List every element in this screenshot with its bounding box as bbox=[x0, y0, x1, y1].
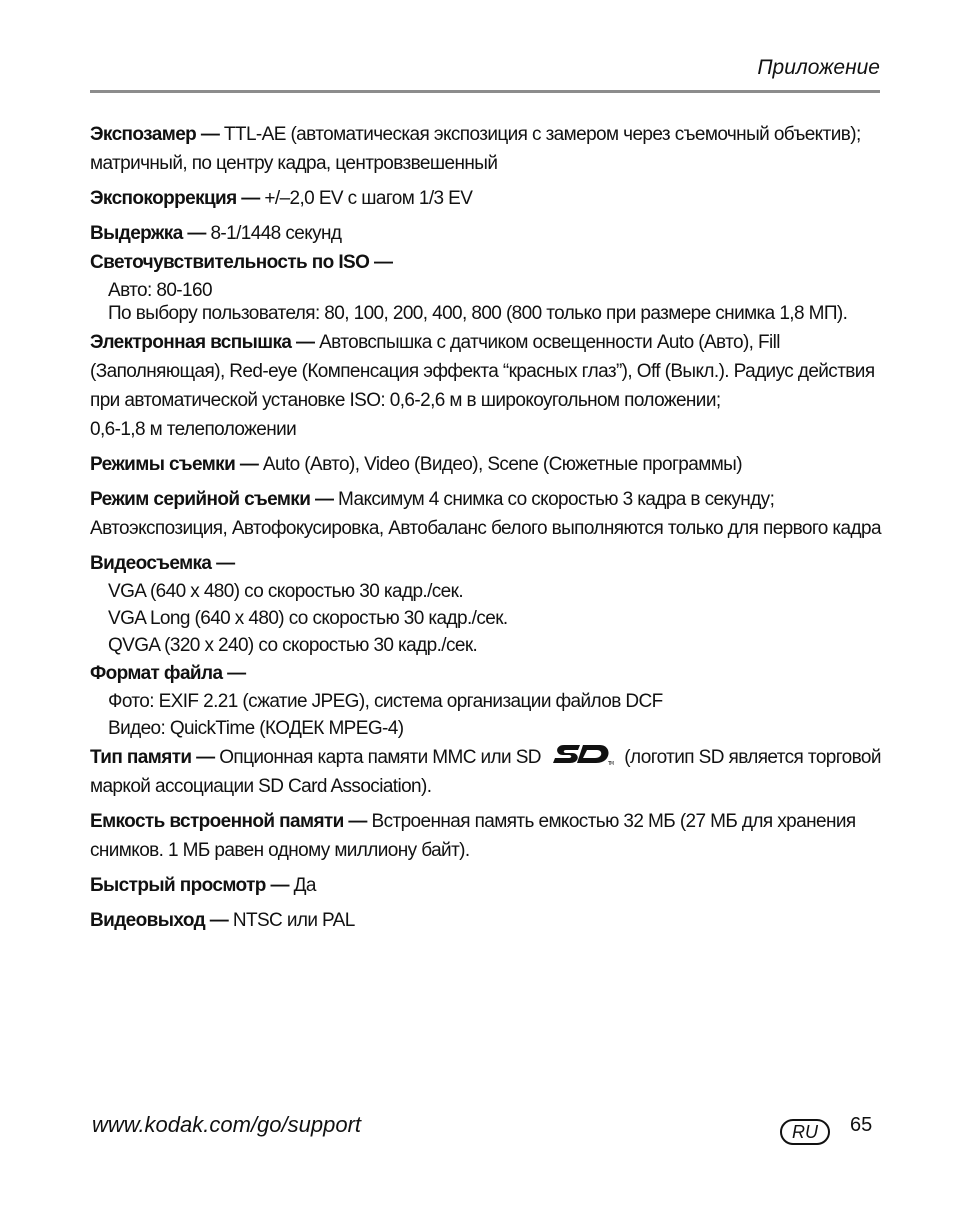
spec-shutter bbox=[90, 219, 885, 248]
list-item: VGA (640 x 480) со скоростью 30 кадр./сек. bbox=[108, 581, 464, 602]
spec-iso bbox=[90, 248, 885, 277]
spec-term: Светочувствительность по ISO — bbox=[90, 252, 393, 273]
spec-video-list bbox=[108, 578, 885, 659]
spec-term: Видеосъемка — bbox=[90, 553, 235, 574]
spec-file-format-list bbox=[108, 688, 885, 742]
spec-file-format bbox=[90, 659, 885, 688]
list-item: QVGA (320 x 240) со скоростью 30 кадр./сек. bbox=[108, 635, 478, 656]
specs-content bbox=[90, 120, 885, 941]
spec-text: Встроенная память емкостью 32 МБ (27 МБ для хранения снимков. 1 МБ равен одному миллиону байт). bbox=[90, 811, 856, 861]
spec-term: Режимы съемки — bbox=[90, 454, 259, 475]
spec-text: Максимум 4 снимка со скоростью 3 кадра в секунду; Автоэкспозиция, Автофокусировка, Автобаланс белого выполняются только для первого кадра bbox=[90, 489, 881, 539]
spec-burst bbox=[90, 485, 885, 543]
spec-exposure-comp bbox=[90, 184, 885, 213]
spec-term: Экспокоррекция — bbox=[90, 188, 260, 209]
spec-exposure bbox=[90, 120, 885, 178]
spec-quickview bbox=[90, 871, 885, 900]
spec-term: Электронная вспышка — bbox=[90, 332, 315, 353]
spec-text: 8-1/1448 секунд bbox=[205, 223, 342, 244]
spec-term: Тип памяти — bbox=[90, 747, 215, 768]
spec-internal-memory bbox=[90, 807, 885, 865]
spec-videoout bbox=[90, 906, 885, 935]
list-item: Фото: EXIF 2.21 (сжатие JPEG), система организации файлов DCF bbox=[108, 691, 663, 712]
spec-modes bbox=[90, 450, 885, 479]
spec-term: Формат файла — bbox=[90, 663, 246, 684]
spec-text: Опционная карта памяти MMC или SD bbox=[214, 747, 541, 768]
spec-term: Режим серийной съемки — bbox=[90, 489, 334, 510]
spec-text: NTSC или PAL bbox=[228, 910, 355, 931]
spec-flash-tele: 0,6-1,8 м телеположении bbox=[90, 419, 297, 440]
list-item: VGA Long (640 x 480) со скоростью 30 кадр./сек. bbox=[108, 608, 508, 629]
list-item: По выбору пользователя: 80, 100, 200, 400, 800 (800 только при размере снимка 1,8 МП). bbox=[108, 303, 848, 324]
page-number: 65 bbox=[850, 1114, 873, 1136]
spec-term: Экспозамер — bbox=[90, 124, 220, 145]
sd-logo-icon bbox=[550, 742, 614, 766]
spec-term: Видеовыход — bbox=[90, 910, 229, 931]
spec-text-after: (логотип SD является торговой маркой ассоциации SD Card Association). bbox=[90, 747, 881, 797]
page-header-title: Приложение bbox=[757, 56, 880, 79]
spec-text: TTL-AE (автоматическая экспозиция с замером через съемочный объектив); матричный, по центру кадра, центровзвешенный bbox=[90, 124, 861, 174]
spec-term: Емкость встроенной памяти — bbox=[90, 811, 367, 832]
list-item: Видео: QuickTime (КОДЕК MPEG-4) bbox=[108, 718, 404, 739]
spec-text: +/–2,0 EV с шагом 1/3 EV bbox=[259, 188, 473, 209]
spec-memory bbox=[90, 742, 885, 801]
spec-iso-list bbox=[108, 277, 885, 324]
footer-support-link[interactable]: www.kodak.com/go/support bbox=[92, 1112, 362, 1137]
spec-video bbox=[90, 549, 885, 578]
spec-flash bbox=[90, 328, 885, 415]
spec-text: Автовспышка с датчиком освещенности Auto (Авто), Fill (Заполняющая), Red-eye (Компенсация эффекта “красных глаз”), Off (Выкл.). Радиус действия при автоматической установке ISO: 0,6-2,6 м в широкоугольном положении; bbox=[90, 332, 875, 411]
spec-term: Выдержка — bbox=[90, 223, 206, 244]
list-item: Авто: 80-160 bbox=[108, 280, 212, 301]
spec-text: Да bbox=[288, 875, 316, 896]
spec-term: Быстрый просмотр — bbox=[90, 875, 289, 896]
spec-text: Auto (Авто), Video (Видео), Scene (Сюжетные программы) bbox=[258, 454, 742, 475]
language-badge: RU bbox=[780, 1119, 830, 1145]
svg-text:TM: TM bbox=[607, 761, 614, 766]
header-rule bbox=[90, 90, 880, 93]
